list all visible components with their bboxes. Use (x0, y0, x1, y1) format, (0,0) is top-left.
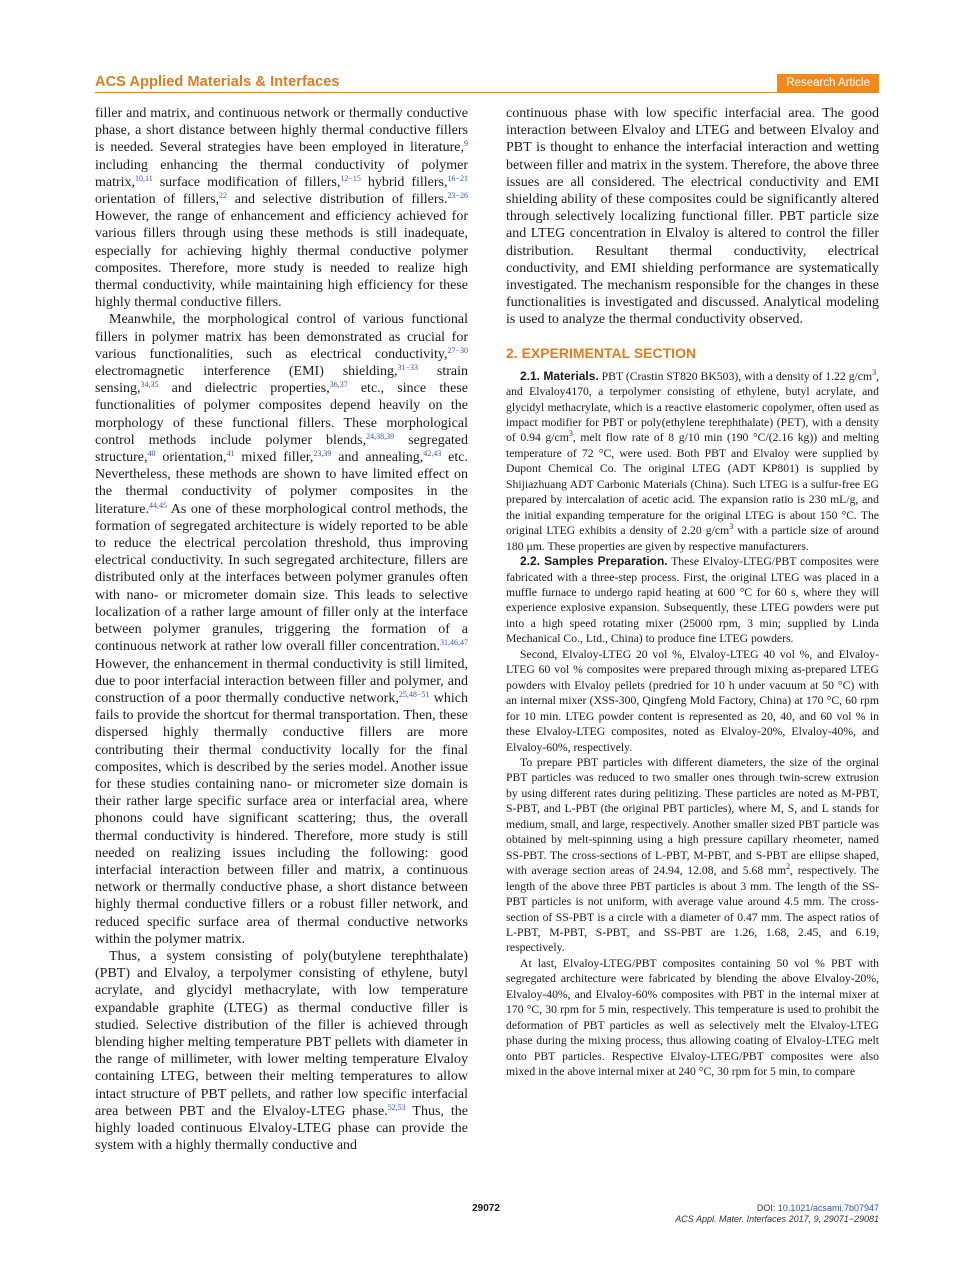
running-header (95, 74, 879, 93)
article-type-badge: Research Article (777, 74, 879, 92)
right-column (506, 105, 879, 1079)
citation-link[interactable]: 16−21 (447, 173, 468, 183)
subsection-heading: 2.1. Materials. (520, 368, 599, 383)
journal-title: ACS Applied Materials & Interfaces (95, 74, 340, 90)
citation-link[interactable]: 41 (226, 449, 235, 459)
citation-link[interactable]: 36,37 (329, 380, 348, 390)
paragraph: Thus, a system consisting of poly(butylene terephthalate) (PBT) and Elvaloy, a terpolymer consisting of ethylene, butyl acrylate, and glycidyl methacrylate, with low temperature expandable graphite (LTEG) as thermal conductive filler is studied. Selective distribution of the filler is achieved through blending higher melting temperature PBT pellets with diameter in the range of millimeter, with lower melting temperature Elvaloy containing LTEG, between their melting temperatures to allow intact structure of PBT pellets, and rather low specific interfacial area between PBT and the Elvaloy-LTEG phase.$^{52,53}$ Thus, the highly loaded continuous Elvaloy-LTEG phase can provide the system with a highly thermally conductive and (95, 948, 468, 1154)
subsection-heading: 2.2. Samples Preparation. (520, 554, 668, 569)
citation-link[interactable]: 40 (147, 449, 156, 459)
paragraph: filler and matrix, and continuous network or thermally conductive phase, a short distance between highly thermal conductive fillers is needed. Several strategies have been employed in literature,$^9$ including enhancing the thermal conductivity of polymer matrix,$^{10,11}$ surface modification of fillers,$^{12-15}$ hybrid fillers,$^{16-21}$ orientation of fillers,$^{22}$ and selective distribution of fillers.$^{23-26}$ However, the range of enhancement and efficiency achieved for various fillers through using these methods is still inadequate, especially for achieving highly thermal conductive polymer composites. Therefore, more study is needed to realize high thermal conductivity, while maintaining high efficiency for these highly thermal conductive fillers. (95, 106, 469, 311)
citation-link[interactable]: 25,48−51 (398, 689, 430, 699)
page-number: 29072 (472, 1203, 500, 1214)
citation-link[interactable]: 22 (219, 191, 228, 201)
citation-link[interactable]: 31,46,47 (440, 638, 468, 648)
citation-link[interactable]: 23,39 (313, 449, 332, 459)
paragraph: To prepare PBT particles with different diameters, the size of the orginal PBT particles was reduced to two smaller ones through twin-screw extrusion by using different rates during pelitizing. These particles are noted as M-PBT, S-PBT, and L-PBT (the original PBT particles), where M, S, and L stands for medium, small, and large, respectively. Another smaller sized PBT particle was obtained by melt-spinning using a high pressure capillary rheometer, named SS-PBT. The cross-sections of L-PBT, M-PBT, and S-PBT are ellipse shaped, with average section areas of 24.94, 12.08, and 5.68 $mm^2$, respectively. The length of the above three PBT particles is about 3 mm. The length of the SS-PBT particles is not uniform, with average value around 4.5 mm. The cross-section of SS-PBT is a circle with a diameter of 0.47 mm. The aspect ratios of L-PBT, M-PBT, S-PBT, and SS-PBT are 1.26, 1.68, 2.45, and 6.19, respectively. (506, 755, 879, 955)
citation-link[interactable]: 42,43 (423, 449, 442, 459)
citation-link[interactable]: 24,38,39 (366, 431, 395, 441)
citation-link[interactable]: 31−33 (397, 363, 419, 373)
paragraph: At last, Elvaloy-LTEG/PBT composites containing 50 vol % PBT with segregated architecture were fabricated by blending the above Elvaloy-20%, Elvaloy-40%, and Elvaloy-60% composites with PBT in the internal mixer at 170 °C, 30 rpm for 5 min, respectively. This temperature is used to prohibit the deformation of PBT particles as well as selectively melt the Elvaloy-LTEG phase during the mixing process, thus allowing coating of Elvaloy-LTEG melt onto PBT particles. Respective Elvaloy-LTEG/PBT composites were also mixed in the above internal mixer at 240 °C, 30 rpm for 5 min, to compare (506, 956, 879, 1079)
paragraph: Meanwhile, the morphological control of various functional fillers in polymer matrix has been demonstrated as crucial for various functionalities, such as electrical conductivity,$^{27-30}$ electromagnetic interference (EMI) shielding,$^{31-33}$ strain sensing,$^{34,35}$ and dielectric properties,$^{36,37}$ etc., since these functionalities of polymer composites depend heavily on the morphology of these functional fillers. These morphological control methods include polymer blends,$^{24,38,39}$ segregated structure,$^{40}$ orientation,$^{41}$ mixed filler,$^{23,39}$ and annealing,$^{42,43}$ etc. Nevertheless, these methods are shown to have limited effect on the thermal conductivity of polymer composites in the literature.$^{44,45}$ As one of these morphological control methods, the formation of segregated architecture is widely reported to be able to reduce the electrical percolation threshold, thus improving electrical conductivity. In such segregated architecture, fillers are distributed only at the interfaces between polymer granules often with nano- or micrometer domain size. This leads to selective localization of a rather large amount of filler only at the interface between polymer granules, triggering the formation of a continuous network at rather low overall filler concentration.$^{31,46,47}$ However, the enhancement in thermal conductivity is still limited, due to poor interfacial interaction between filler and polymer, and construction of a poor thermally conductive network,$^{25,48-51}$ which fails to provide the shortcut for thermal transportation. Then, these dispersed highly thermally conductive fillers are more contributing their thermal conductivity locally for the final composites, which is described by the series model. Another issue for these studies containing nano- or micrometer size domain is their rather large specific surface area or interfacial area, where phonons could have significant scattering; thus, the overall thermal conductivity is hindered. Therefore, more study is still needed on realizing issues including the following: good interfacial interaction between filler and matrix, a continuous network or thermally conductive phase, a short distance between highly thermal conductive fillers or a robust filler network, and reduced specific surface area of thermal conductive networks within the polymer matrix. (95, 312, 469, 947)
citation-link[interactable]: 44,45 (149, 500, 168, 510)
paragraph: 2.2. Samples Preparation. These Elvaloy-LTEG/PBT composites were fabricated with a three-step process. First, the original LTEG was placed in a muffle furnace to undergo rapid heating at 600 °C for 60 s, where they will experience explosive expansion. Subsequently, these LTEG powders were put into a high speed rotating mixer (25000 rpm, 3 min; supplied by Linda Mechanical Co., Ltd., China) to produce fine LTEG powders. (506, 554, 879, 646)
doi-link[interactable]: 10.1021/acsami.7b07947 (777, 1203, 879, 1213)
citation-link[interactable]: 23−26 (447, 191, 469, 201)
paragraph: 2.1. Materials. PBT (Crastin ST820 BK503), with a density of 1.22 $g/cm^3$, and Elvaloy4170, a terpolymer consisting of ethylene, butyl acrylate, and glycidyl methacrylate, which is a reactive elastomeric copolymer, often used as impact modifier for PBT or poly(ethylene terephthalate) (PET), with a density of 0.94 $g/cm^3$, melt flow rate of 8 g/10 min (190 °C/(2.16 kg)) and melting temperature of 72 °C, were used. Both PBT and Elvaloy were supplied by Dupont Chemical Co. The original LTEG (ADT KP801) is supplied by Shijiazhuang ADT Carbonic Materials (China). Such LTEG is a sulfur-free EG prepared by intercalation of acetic acid. The expansion ratio is 230 mL/g, and the initial expanding temperature for the original LTEG is about 150 °C. The original LTEG exhibits a density of 2.20 $g/cm^3$ with a particle size of around 180 μm. These properties are given by respective manufacturers. (506, 367, 880, 553)
paragraph: continuous phase with low specific interfacial area. The good interaction between Elvaloy and LTEG and between Elvaloy and PBT is thought to enhance the interfacial interaction and wetting between filler and matrix in the system. Therefore, the above three issues are all considered. The electrical conductivity and EMI shielding ability of these composites could be significantly altered through selectively localizing functional filler. PBT particle size and LTEG concentration in Elvaloy is altered to control the filler distribution. Resultant thermal conductivity, electrical conductivity, and EMI shielding performance are systematically investigated. The mechanism responsible for the changes in these functionalities is investigated and discussed. Analytical modeling is used to analyze the thermal conductivity observed. (506, 106, 879, 328)
citation-link[interactable]: 12−15 (340, 173, 361, 183)
citation-link[interactable]: 10,11 (135, 173, 153, 183)
footer-citation: DOI: 10.1021/acsami.7b07947 ACS Appl. Mater. Interfaces 2017, 9, 29071−29081 (675, 1203, 879, 1224)
left-column (95, 105, 468, 1154)
citation-link[interactable]: 9 (464, 139, 468, 149)
journal-citation: ACS Appl. Mater. Interfaces 2017, 9, 29071−29081 (675, 1214, 879, 1224)
citation-link[interactable]: 34,35 (140, 380, 159, 390)
paragraph: Second, Elvaloy-LTEG 20 vol %, Elvaloy-LTEG 40 vol %, and Elvaloy-LTEG 60 vol % composites were prepared through mixing as-prepared LTEG powders with Elvaloy pellets (predried for 10 h under vacuum at 50 °C) with an internal mixer (XSS-300, Qingfeng Mold Factory, China) at 170 °C, 60 rpm for 10 min. LTEG powder content is represented as 20, 40, and 60 vol % in these Elvaloy-LTEG composites, noted as Elvaloy-20%, Elvaloy-40%, and Elvaloy-60%, respectively. (506, 647, 879, 754)
section-heading: 2. EXPERIMENTAL SECTION (506, 344, 697, 361)
citation-link[interactable]: 27−30 (447, 345, 468, 355)
citation-link[interactable]: 52,53 (387, 1102, 406, 1112)
